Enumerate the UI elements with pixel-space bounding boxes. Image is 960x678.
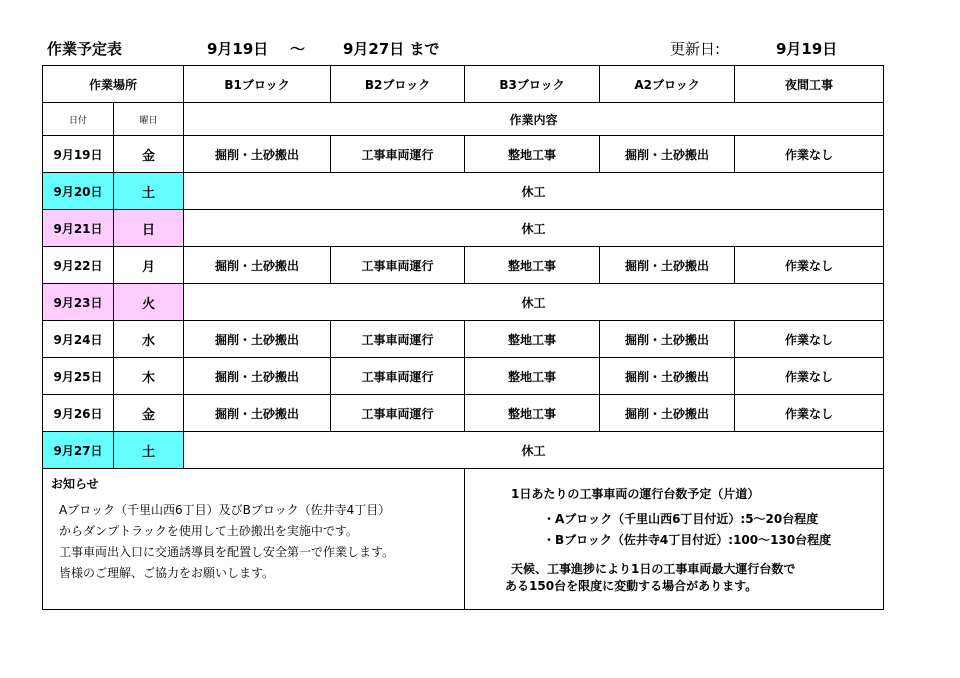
task-a2: 掘削・土砂搬出	[600, 321, 735, 358]
task-b3: 整地工事	[465, 395, 600, 432]
header-night-work: 夜間工事	[735, 66, 884, 103]
day-row	[43, 284, 884, 321]
closed-cell: 休工	[184, 173, 884, 210]
task-b2: 工事車両運行	[331, 358, 465, 395]
subheader-date: 日付	[43, 103, 114, 136]
notice-line: からダンプトラックを使用して土砂搬出を実施中です。	[59, 524, 358, 538]
dow-cell: 日	[114, 210, 184, 247]
date-cell: 9月27日	[43, 432, 114, 469]
dow-cell: 土	[114, 173, 184, 210]
task-b3: 整地工事	[465, 358, 600, 395]
header-block-b1: B1ブロック	[184, 66, 331, 103]
notice-line: 皆様のご理解、ご協力をお願いします。	[59, 566, 275, 580]
dow-cell: 水	[114, 321, 184, 358]
task-night: 作業なし	[735, 358, 884, 395]
traffic-item: ・Aブロック（千里山西6丁目付近）:5～20台程度	[543, 512, 819, 526]
task-a2: 掘削・土砂搬出	[600, 395, 735, 432]
dow-cell: 月	[114, 247, 184, 284]
task-b2: 工事車両運行	[331, 395, 465, 432]
task-b2: 工事車両運行	[331, 321, 465, 358]
task-night: 作業なし	[735, 247, 884, 284]
dow-cell: 土	[114, 432, 184, 469]
closed-cell: 休工	[184, 284, 884, 321]
day-row	[43, 321, 884, 358]
task-b3: 整地工事	[465, 136, 600, 173]
header-row	[43, 66, 884, 103]
header-block-a2: A2ブロック	[600, 66, 735, 103]
day-row	[43, 173, 884, 210]
day-row	[43, 432, 884, 469]
day-row	[43, 136, 884, 173]
date-cell: 9月21日	[43, 210, 114, 247]
traffic-item: ・Bブロック（佐井寺4丁目付近）:100～130台程度	[543, 533, 832, 547]
traffic-warning: ある150台を限度に変動する場合があります。	[505, 579, 758, 593]
end-date: 9月27日 まで	[343, 40, 440, 58]
task-b1: 掘削・土砂搬出	[184, 321, 331, 358]
notice-title: お知らせ	[51, 477, 99, 491]
dow-cell: 木	[114, 358, 184, 395]
date-cell: 9月24日	[43, 321, 114, 358]
dow-cell: 火	[114, 284, 184, 321]
notes-row	[43, 469, 884, 610]
task-a2: 掘削・土砂搬出	[600, 358, 735, 395]
task-b2: 工事車両運行	[331, 136, 465, 173]
schedule-table	[42, 65, 884, 610]
subheader-content: 作業内容	[184, 103, 884, 136]
date-cell: 9月20日	[43, 173, 114, 210]
task-night: 作業なし	[735, 321, 884, 358]
notice-line: Aブロック（千里山西6丁目）及びBブロック（佐井寺4丁目）	[59, 503, 391, 517]
notice-line: 工事車両出入口に交通誘導員を配置し安全第一で作業します。	[59, 545, 395, 559]
date-cell: 9月23日	[43, 284, 114, 321]
notice-box	[43, 469, 465, 610]
task-a2: 掘削・土砂搬出	[600, 136, 735, 173]
closed-cell: 休工	[184, 210, 884, 247]
traffic-warning: 天候、工事進捗により1日の工事車両最大運行台数で	[511, 562, 796, 576]
day-row	[43, 395, 884, 432]
task-b1: 掘削・土砂搬出	[184, 247, 331, 284]
day-row	[43, 247, 884, 284]
page-title: 作業予定表	[47, 40, 123, 58]
task-b1: 掘削・土砂搬出	[184, 395, 331, 432]
task-b1: 掘削・土砂搬出	[184, 358, 331, 395]
day-row	[43, 210, 884, 247]
dow-cell: 金	[114, 395, 184, 432]
updated-date: 9月19日	[776, 40, 838, 58]
subheader-row	[43, 103, 884, 136]
date-cell: 9月26日	[43, 395, 114, 432]
task-a2: 掘削・土砂搬出	[600, 247, 735, 284]
start-date: 9月19日	[207, 40, 269, 58]
task-b1: 掘削・土砂搬出	[184, 136, 331, 173]
header-block-b3: B3ブロック	[465, 66, 600, 103]
date-cell: 9月19日	[43, 136, 114, 173]
task-night: 作業なし	[735, 136, 884, 173]
task-b2: 工事車両運行	[331, 247, 465, 284]
updated-label: 更新日:	[670, 40, 721, 58]
task-night: 作業なし	[735, 395, 884, 432]
day-row	[43, 358, 884, 395]
task-b3: 整地工事	[465, 247, 600, 284]
dow-cell: 金	[114, 136, 184, 173]
closed-cell: 休工	[184, 432, 884, 469]
date-cell: 9月25日	[43, 358, 114, 395]
subheader-dow: 曜日	[114, 103, 184, 136]
header-place: 作業場所	[43, 66, 184, 103]
traffic-title: 1日あたりの工事車両の運行台数予定（片道）	[511, 487, 760, 501]
traffic-box	[465, 469, 884, 610]
date-range-tilde: ～	[290, 40, 306, 58]
date-cell: 9月22日	[43, 247, 114, 284]
header-block-b2: B2ブロック	[331, 66, 465, 103]
task-b3: 整地工事	[465, 321, 600, 358]
